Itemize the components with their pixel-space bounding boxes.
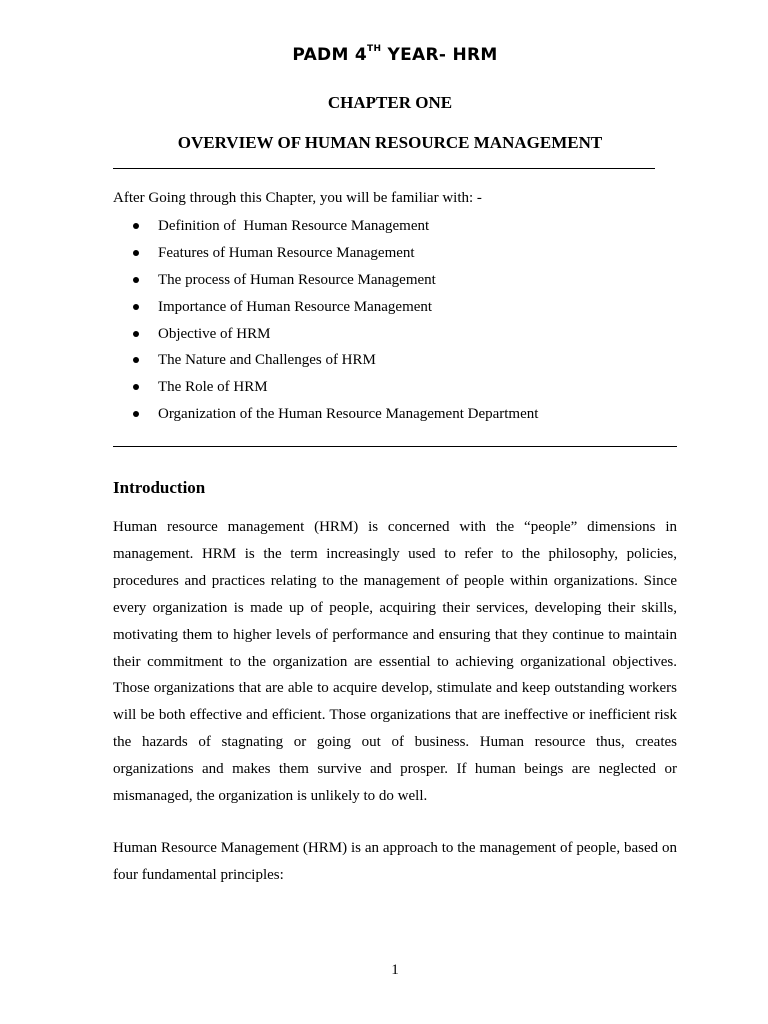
- objectives-intro: After Going through this Chapter, you will be familiar with: -: [113, 190, 482, 206]
- objective-item: Importance of Human Resource Management: [113, 297, 538, 324]
- bullet-icon: [133, 384, 139, 390]
- objective-item: The Role of HRM: [113, 377, 538, 404]
- course-title-superscript: TH: [367, 44, 382, 54]
- objective-item: Objective of HRM: [113, 324, 538, 351]
- bullet-icon: [133, 277, 139, 283]
- bullet-icon: [133, 357, 139, 363]
- section-heading-introduction: Introduction: [113, 478, 206, 497]
- objective-item: The process of Human Resource Management: [113, 270, 538, 297]
- bullet-icon: [133, 223, 139, 229]
- objective-item: Organization of the Human Resource Management Department: [113, 404, 538, 431]
- objective-item: Features of Human Resource Management: [113, 243, 538, 270]
- course-title-suffix: YEAR- HRM: [381, 45, 498, 65]
- objectives-divider: [113, 446, 677, 447]
- objective-item: Definition of Human Resource Management: [113, 216, 538, 243]
- course-title-prefix: PADM 4: [292, 45, 368, 65]
- bullet-icon: [133, 250, 139, 256]
- chapter-title: OVERVIEW OF HUMAN RESOURCE MANAGEMENT: [177, 133, 603, 152]
- chapter-number: CHAPTER ONE: [327, 93, 453, 112]
- objective-item: The Nature and Challenges of HRM: [113, 350, 538, 377]
- bullet-icon: [133, 304, 139, 310]
- header-divider: [113, 168, 655, 169]
- bullet-icon: [133, 331, 139, 337]
- page-number: 1: [391, 962, 399, 978]
- bullet-icon: [133, 411, 139, 417]
- course-title: [0, 45, 768, 65]
- introduction-paragraph-2: Human Resource Management (HRM) is an approach to the management of people, based on four fundamental principles:: [113, 840, 677, 883]
- objectives-list: [113, 216, 538, 431]
- introduction-paragraph-1: Human resource management (HRM) is concerned with the “people” dimensions in management. HRM is the term increasingly used to refer to the philosophy, policies, procedures and practices relating to the management of people within organizations. Since every organization is made up of people, acquiring their services, developing their skills, motivating them to higher levels of performance and ensuring that they continue to maintain their commitment to the organization are essential to achieving organizational objectives. Those organizations that are able to acquire develop, stimulate and keep outstanding workers will be both effective and efficient. Those organizations that are ineffective or inefficient risk the hazards of stagnating or going out of business. Human resource thus, creates organizations and makes them survive and prosper. If human beings are neglected or mismanaged, the organization is unlikely to do well.: [113, 519, 677, 805]
